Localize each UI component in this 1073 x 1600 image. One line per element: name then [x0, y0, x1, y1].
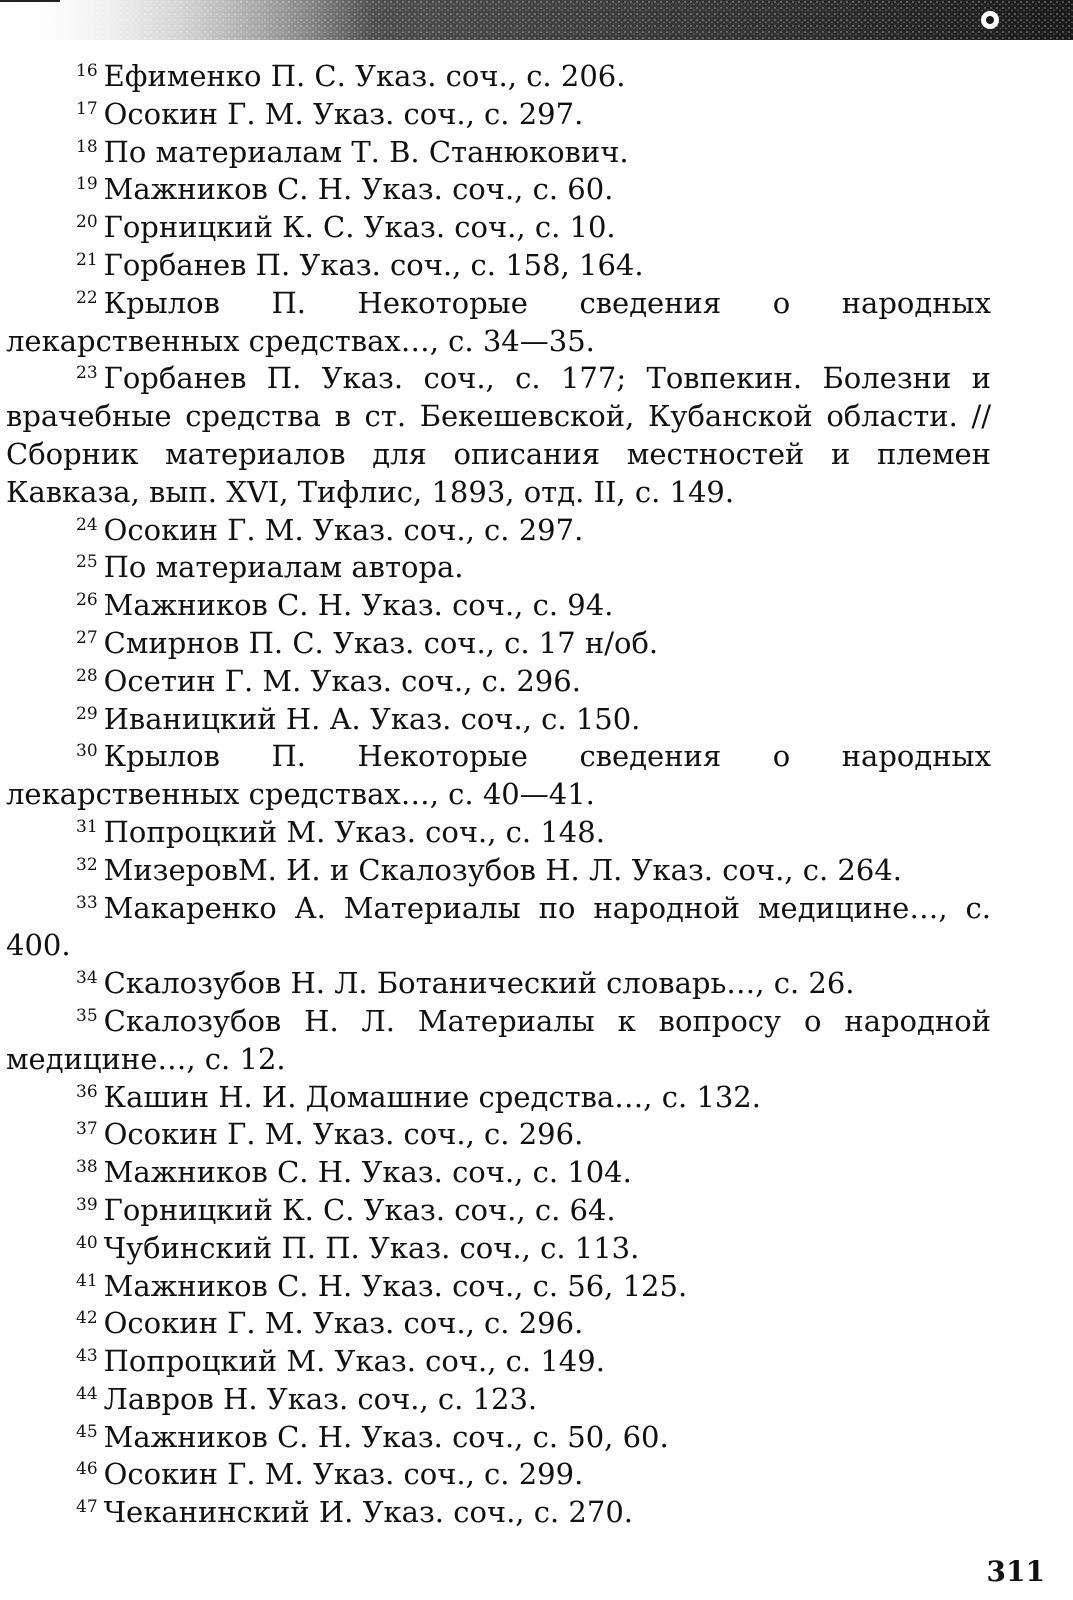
- footnote-text: Мажников С. Н. Указ. соч., с. 94.: [103, 588, 614, 623]
- footnote-text: Макаренко А. Материалы по народной медицине…, с. 400.: [6, 890, 991, 963]
- footnote-text: Скалозубов Н. Л. Материалы к вопросу о народной медицине…, с. 12.: [6, 1003, 991, 1076]
- footnote-text: Горбанев П. Указ. соч., с. 177; Товпекин. Болезни и врачебные средства в ст. Бекешевской, Кубанской области. // Сборник материалов для описания местностей и племен Кавказа, вып. XVI, Тифлис, 1893, отд. II, с. 149.: [6, 361, 991, 509]
- footnote-item: [6, 663, 991, 701]
- footnote-number: 32: [76, 854, 98, 875]
- footnote-list: [6, 58, 991, 1532]
- footnote-item: [6, 1116, 991, 1154]
- footnote-item: [6, 852, 991, 890]
- footnote-number: 43: [76, 1346, 98, 1367]
- footnote-text: Мажников С. Н. Указ. соч., с. 60.: [103, 172, 614, 207]
- footnote-text: Осокин Г. М. Указ. соч., с. 299.: [103, 1457, 584, 1492]
- footnote-number: 44: [76, 1383, 98, 1404]
- footnote-text: МизеровМ. И. и Скалозубов Н. Л. Указ. соч., с. 264.: [103, 852, 902, 887]
- footnote-number: 37: [76, 1119, 98, 1140]
- footnote-item: [6, 1343, 991, 1381]
- footnote-number: 17: [76, 98, 98, 119]
- footnote-item: [6, 247, 991, 285]
- footnote-number: 27: [76, 627, 98, 648]
- footnote-item: [6, 1381, 991, 1419]
- footnote-item: [6, 209, 991, 247]
- footnote-text: Горницкий К. С. Указ. соч., с. 64.: [103, 1192, 616, 1227]
- footnote-number: 16: [76, 61, 98, 81]
- footnote-text: Скалозубов Н. Л. Ботанический словарь…, с. 26.: [103, 966, 855, 1001]
- footnote-item: [6, 171, 991, 209]
- footnote-number: 47: [76, 1497, 98, 1518]
- footnote-text: Ефименко П. С. Указ. соч., с. 206.: [103, 59, 626, 93]
- footnote-text: Осокин Г. М. Указ. соч., с. 296.: [103, 1306, 584, 1341]
- footnote-item: [6, 738, 991, 814]
- footnote-number: 40: [76, 1232, 98, 1253]
- footnote-text: Иваницкий Н. А. Указ. соч., с. 150.: [103, 701, 641, 736]
- footnote-number: 42: [76, 1308, 98, 1329]
- footnote-item: [6, 1192, 991, 1230]
- footnote-text: Чубинский П. П. Указ. соч., с. 113.: [103, 1230, 640, 1265]
- footnote-text: Крылов П. Некоторые сведения о народных лекарственных средствах…, с. 40—41.: [6, 739, 991, 812]
- footnote-item: [6, 1419, 991, 1457]
- footnote-item: [6, 1456, 991, 1494]
- footnote-item: [6, 285, 991, 361]
- footnote-number: 26: [76, 590, 98, 611]
- footnote-number: 22: [76, 287, 98, 308]
- footnote-number: 38: [76, 1157, 98, 1178]
- footnote-item: [6, 965, 991, 1003]
- page-number: 311: [986, 1555, 1045, 1588]
- footnote-number: 35: [76, 1005, 98, 1026]
- footnote-text: По материалам автора.: [103, 550, 464, 585]
- footnote-text: Горницкий К. С. Указ. соч., с. 10.: [103, 210, 616, 245]
- footnote-text: Крылов П. Некоторые сведения о народных лекарственных средствах…, с. 34—35.: [6, 285, 991, 358]
- footnote-item: [6, 58, 991, 96]
- footnote-item: [6, 701, 991, 739]
- footnote-item: [6, 587, 991, 625]
- footnote-number: 20: [76, 212, 98, 233]
- footnote-number: 18: [76, 136, 98, 157]
- footnote-item: [6, 1079, 991, 1117]
- header-band-graphic: [0, 0, 1073, 42]
- footnote-number: 30: [76, 741, 98, 762]
- footnote-number: 45: [76, 1421, 98, 1442]
- footnote-text: По материалам Т. В. Станюкович.: [103, 134, 629, 169]
- footnote-number: 33: [76, 892, 98, 913]
- footnote-text: Смирнов П. С. Указ. соч., с. 17 н/об.: [103, 625, 659, 660]
- footnote-item: [6, 549, 991, 587]
- footnote-number: 23: [76, 363, 98, 384]
- footnote-number: 41: [76, 1270, 98, 1291]
- footnote-item: [6, 512, 991, 550]
- footnote-number: 29: [76, 703, 98, 724]
- footnote-item: [6, 1305, 991, 1343]
- footnote-number: 34: [76, 968, 98, 989]
- footnote-text: Чеканинский И. Указ. соч., с. 270.: [103, 1495, 633, 1530]
- footnote-item: [6, 96, 991, 134]
- footnote-text: Мажников С. Н. Указ. соч., с. 56, 125.: [103, 1268, 688, 1303]
- footnote-text: Кашин Н. И. Домашние средства…, с. 132.: [103, 1079, 761, 1114]
- footnote-item: [6, 1230, 991, 1268]
- footnote-number: 21: [76, 249, 98, 270]
- footnote-item: [6, 1494, 991, 1532]
- footnote-text: Осокин Г. М. Указ. соч., с. 296.: [103, 1117, 584, 1152]
- footnote-item: [6, 625, 991, 663]
- footnote-number: 39: [76, 1194, 98, 1215]
- footnote-item: [6, 134, 991, 172]
- footnote-number: 24: [76, 514, 98, 535]
- footnote-number: 36: [76, 1081, 98, 1102]
- footnote-number: 31: [76, 816, 98, 837]
- footnote-item: [6, 1268, 991, 1306]
- footnote-item: [6, 1154, 991, 1192]
- circle-ornament-icon: [981, 11, 999, 29]
- footnote-number: 25: [76, 552, 98, 573]
- running-header-band: [0, 0, 1073, 42]
- footnote-text: Лавров Н. Указ. соч., с. 123.: [103, 1381, 538, 1416]
- footnote-text: Горбанев П. Указ. соч., с. 158, 164.: [103, 247, 644, 282]
- footnote-item: [6, 1003, 991, 1079]
- footnote-text: Осокин Г. М. Указ. соч., с. 297.: [103, 512, 584, 547]
- footnote-text: Попроцкий М. Указ. соч., с. 148.: [103, 814, 605, 849]
- footnote-text: Попроцкий М. Указ. соч., с. 149.: [103, 1344, 605, 1379]
- footnote-item: [6, 814, 991, 852]
- footnote-text: Мажников С. Н. Указ. соч., с. 104.: [103, 1155, 632, 1190]
- footnote-number: 28: [76, 665, 98, 686]
- footnote-number: 19: [76, 174, 98, 195]
- footnote-text: Мажников С. Н. Указ. соч., с. 50, 60.: [103, 1419, 669, 1454]
- footnote-number: 46: [76, 1459, 98, 1480]
- footnote-item: [6, 890, 991, 966]
- footnote-item: [6, 360, 991, 511]
- footnote-text: Осетин Г. М. Указ. соч., с. 296.: [103, 663, 581, 698]
- footnote-text: Осокин Г. М. Указ. соч., с. 297.: [103, 96, 584, 131]
